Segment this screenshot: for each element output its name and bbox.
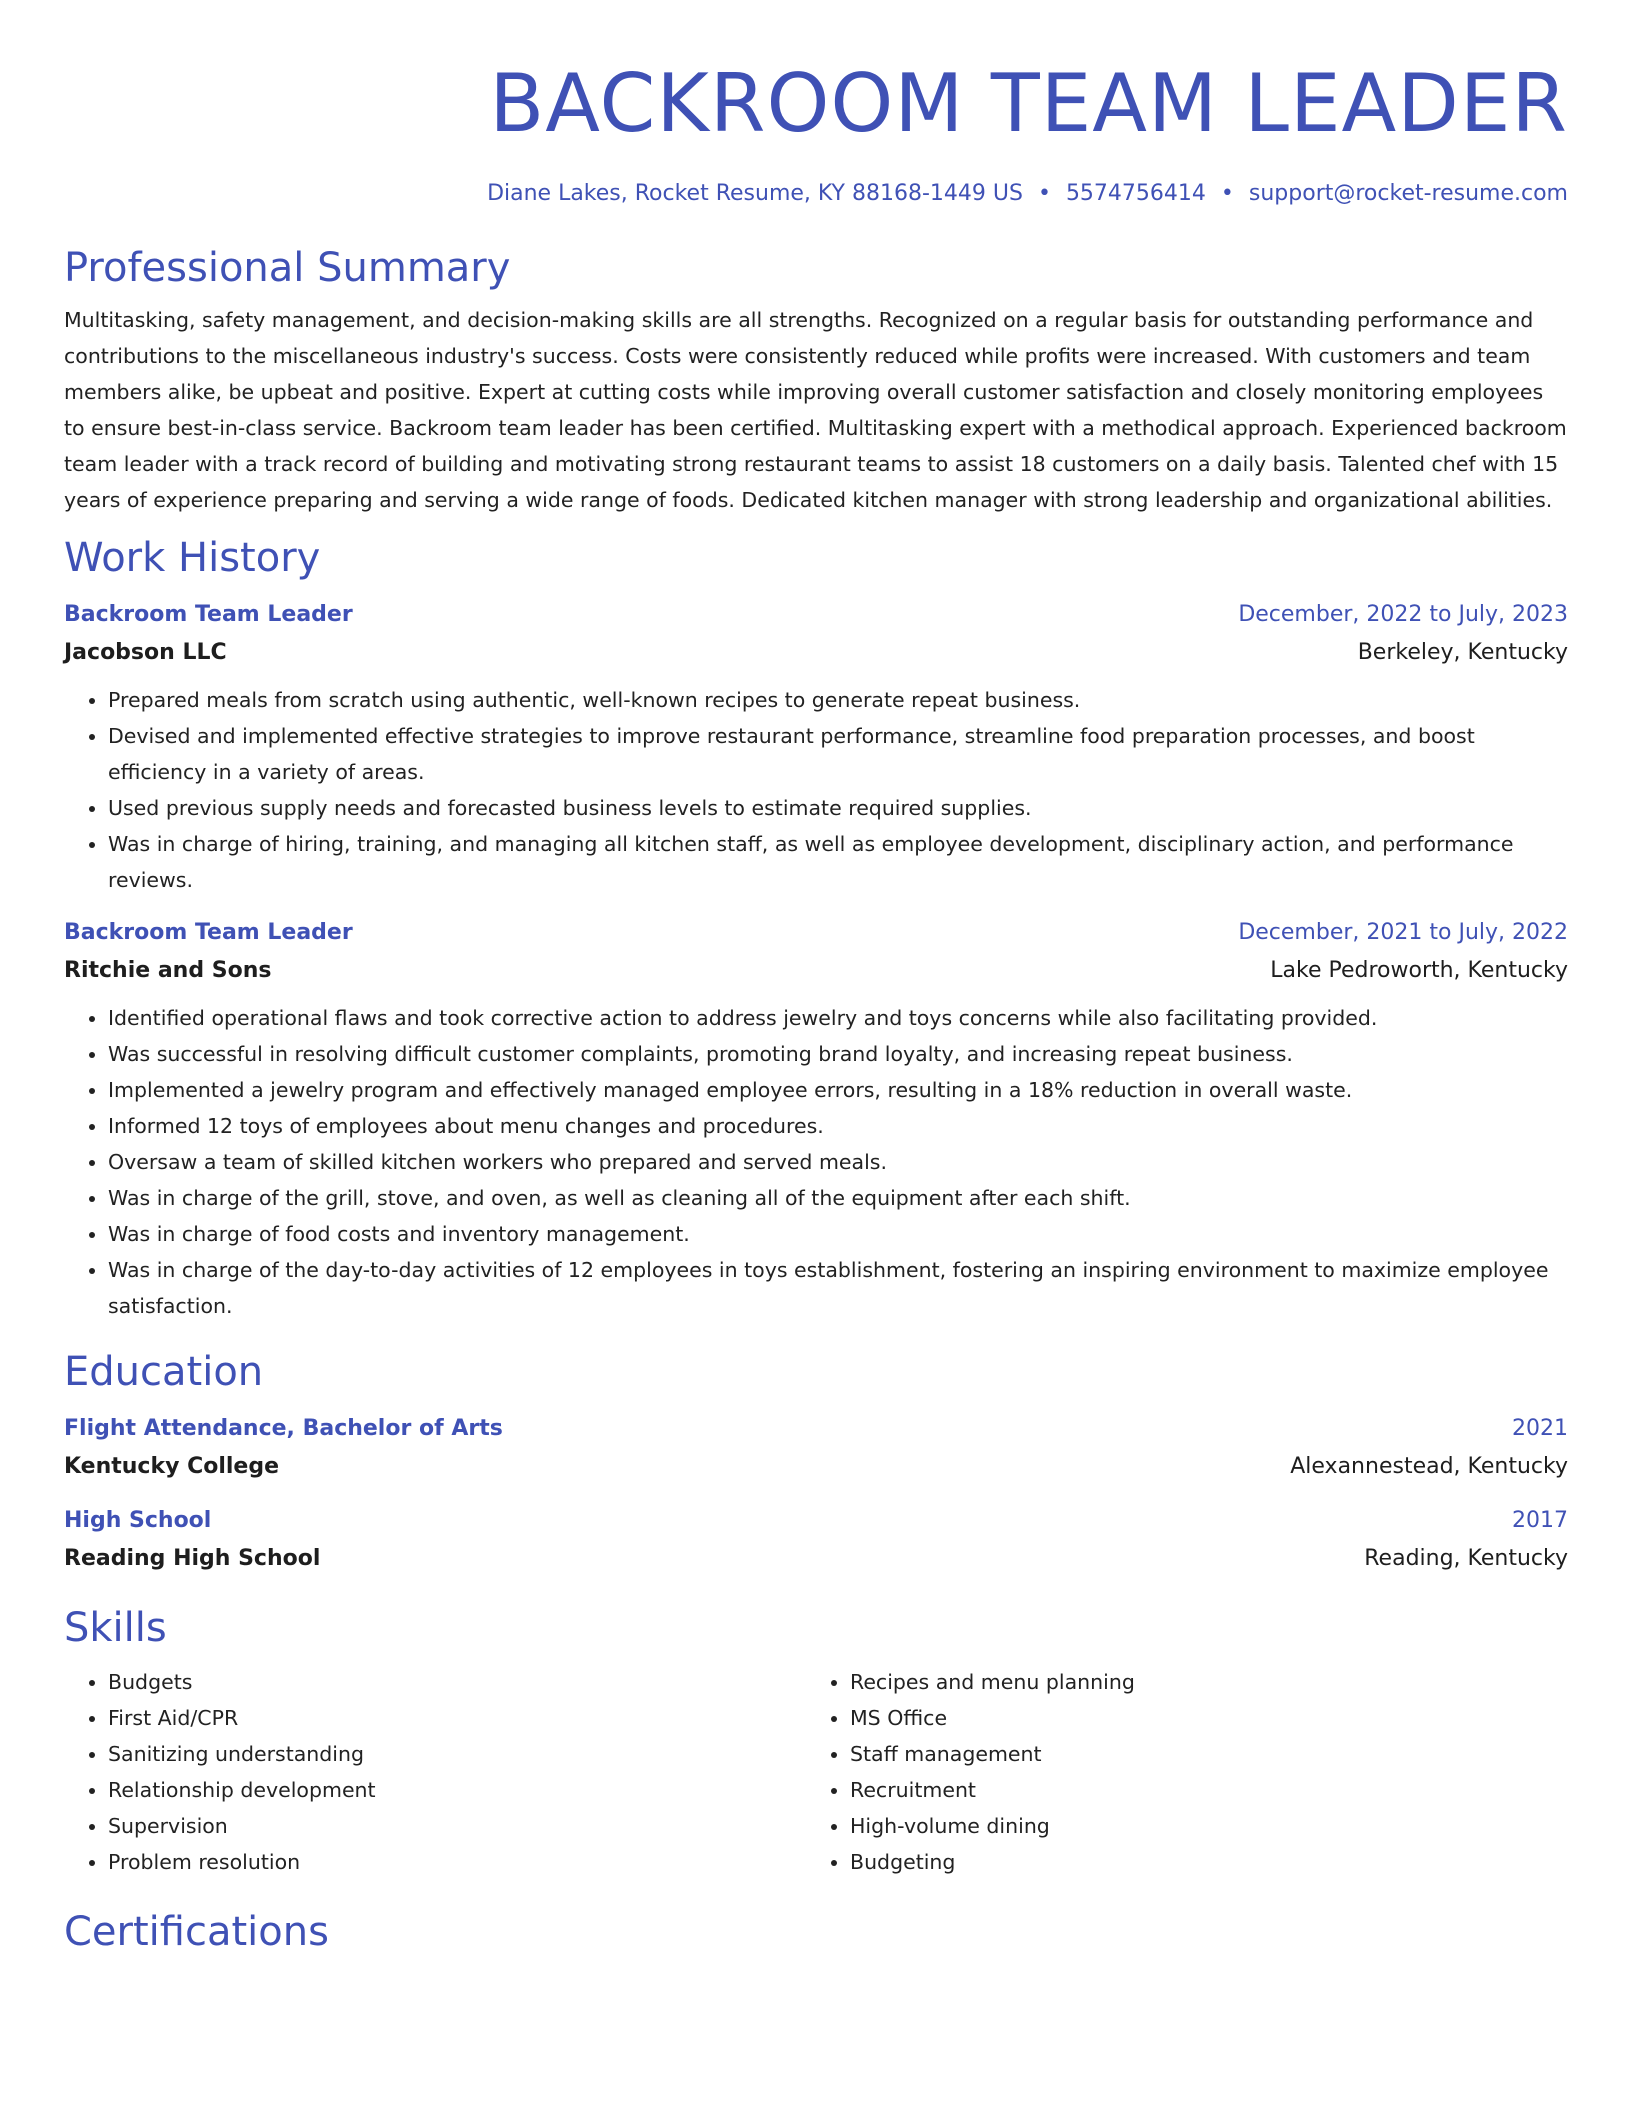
skill-item: • Budgeting [850,1844,1548,1880]
skill-item: • Sanitizing understanding [108,1736,806,1772]
section-heading-summary: Professional Summary [64,245,511,291]
job-bullet: • Used previous supply needs and forecasted business levels to estimate required supplies. [108,790,1568,826]
education-year: 2017 [1512,1508,1568,1533]
job-bullet: • Was in charge of the day-to-day activities of 12 employees in toys establishment, fostering an inspiring environment to maximize employee satisfaction. [108,1252,1568,1324]
job-bullet: • Devised and implemented effective strategies to improve restaurant performance, streamline food preparation processes, and boost efficiency in a variety of areas. [108,718,1568,790]
skill-item: • Relationship development [108,1772,806,1808]
contact-address: Diane Lakes, Rocket Resume, KY 88168-1449 US [487,181,1023,206]
job-bullet: • Implemented a jewelry program and effectively managed employee errors, resulting in a 18% reduction in overall waste. [108,1072,1568,1108]
job-bullet: • Oversaw a team of skilled kitchen workers who prepared and served meals. [108,1144,1568,1180]
job-location: Lake Pedroworth, Kentucky [1270,958,1568,983]
job-bullets [64,1000,1568,1324]
education-degree: High School [64,1508,212,1533]
education-location: Reading, Kentucky [1364,1546,1568,1571]
job-bullet: • Identified operational flaws and took corrective action to address jewelry and toys concerns while also facilitating provided. [108,1000,1568,1036]
education-header [64,1410,1568,1448]
job-bullet: • Was successful in resolving difficult customer complaints, promoting brand loyalty, and increasing repeat business. [108,1036,1568,1072]
job-entry [64,914,1568,1324]
education-school: Kentucky College [64,1454,280,1479]
job-bullet: • Was in charge of hiring, training, and managing all kitchen staff, as well as employee development, disciplinary action, and performance reviews. [108,826,1568,898]
skill-item: • Recruitment [850,1772,1548,1808]
job-bullets [64,682,1568,898]
job-bullet: • Prepared meals from scratch using authentic, well-known recipes to generate repeat business. [108,682,1568,718]
skills-column-left [64,1664,806,1880]
job-location: Berkeley, Kentucky [1357,640,1568,665]
contact-separator: • [1037,181,1051,206]
job-title: Backroom Team Leader [64,920,353,945]
skill-item: • High-volume dining [850,1808,1548,1844]
job-entry [64,596,1568,898]
job-company: Jacobson LLC [64,640,227,665]
job-dates: December, 2022 to July, 2023 [1238,602,1568,627]
section-heading-skills: Skills [64,1605,167,1651]
skill-item: • Problem resolution [108,1844,806,1880]
job-dates: December, 2021 to July, 2022 [1238,920,1568,945]
summary-text: Multitasking, safety management, and decision-making skills are all strengths. Recognized on a regular basis for outstanding performance and contributions to the miscellaneous industry's success. Costs were consistently reduced while profits were increased. With customers and team members alike, be upbeat and positive. Expert at cutting costs while improving overall customer satisfaction and closely monitoring employees to ensure best-in-class service. Backroom team leader has been certified. Multitasking expert with a methodical approach. Experienced backroom team leader with a track record of building and motivating strong restaurant teams to assist 18 customers on a daily basis. Talented chef with 15 years of experience preparing and serving a wide range of foods. Dedicated kitchen manager with strong leadership and organizational abilities. [64,308,1567,512]
education-subheader [64,1540,1568,1578]
education-location: Alexannestead, Kentucky [1290,1454,1568,1479]
job-company: Ritchie and Sons [64,958,272,983]
job-bullet: • Was in charge of the grill, stove, and oven, as well as cleaning all of the equipment after each shift. [108,1180,1568,1216]
resume-page [64,0,1568,1958]
section-heading-certifications: Certifications [64,1909,329,1955]
job-subheader [64,952,1568,990]
contact-phone: 5574756414 [1065,181,1206,206]
skills-column-right [806,1664,1548,1880]
education-header [64,1502,1568,1540]
education-subheader [64,1448,1568,1486]
skill-item: • Supervision [108,1808,806,1844]
education-entry [64,1410,1568,1486]
job-subheader [64,634,1568,672]
education-year: 2021 [1512,1416,1568,1441]
education-school: Reading High School [64,1546,321,1571]
contact-line [64,178,1568,210]
resume-title: BACKROOM TEAM LEADER [489,57,1568,150]
job-bullet: • Was in charge of food costs and inventory management. [108,1216,1568,1252]
education-degree: Flight Attendance, Bachelor of Arts [64,1416,503,1441]
job-header [64,596,1568,634]
contact-email: support@rocket-resume.com [1248,181,1568,206]
skill-item: • First Aid/CPR [108,1700,806,1736]
skill-item: • Budgets [108,1664,806,1700]
skill-item: • Staff management [850,1736,1548,1772]
contact-separator: • [1220,181,1234,206]
section-heading-education: Education [64,1349,264,1395]
skills-grid [64,1664,1568,1880]
job-title: Backroom Team Leader [64,602,353,627]
job-bullet: • Informed 12 toys of employees about menu changes and procedures. [108,1108,1568,1144]
section-heading-work-history: Work History [64,535,321,581]
job-header [64,914,1568,952]
skill-item: • Recipes and menu planning [850,1664,1548,1700]
education-entry [64,1502,1568,1578]
skill-item: • MS Office [850,1700,1548,1736]
